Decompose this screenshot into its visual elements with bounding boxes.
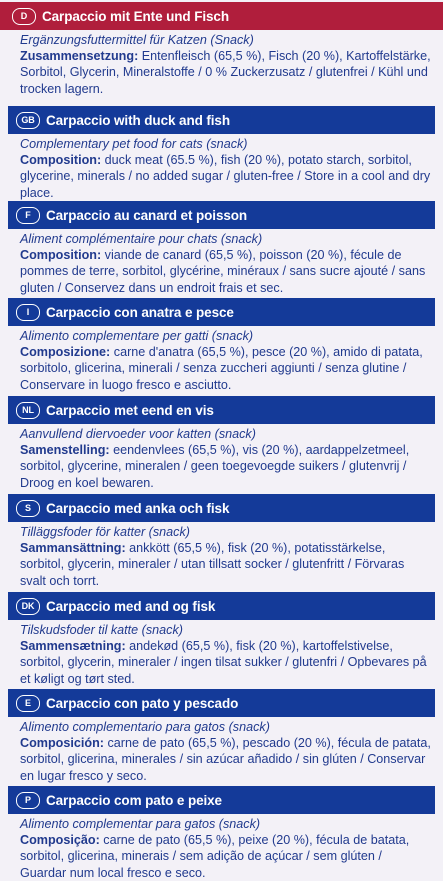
country-badge-es: E bbox=[16, 695, 40, 712]
country-badge-de: D bbox=[12, 8, 36, 25]
section-subtitle-se: Tilläggsfoder för katter (snack) bbox=[20, 525, 190, 539]
composition-de bbox=[20, 48, 431, 97]
section-subtitle-es: Alimento complementario para gatos (snack) bbox=[20, 720, 270, 734]
section-gb bbox=[0, 106, 443, 201]
section-subtitle-dk: Tilskudsfoder til katte (snack) bbox=[20, 623, 183, 637]
section-header-pt bbox=[8, 786, 435, 814]
section-subtitle-it: Alimento complementare per gatti (snack) bbox=[20, 329, 254, 343]
composition-label-es: Composición: bbox=[20, 736, 104, 751]
composition-se bbox=[20, 540, 431, 589]
composition-text-se: ankkött (65,5 %), fisk (20 %), potatisstärkelse, sorbitol, glycerin, mineraler / utan tillsatt socker / glutenfritt / Förvaras svalt och torrt. bbox=[20, 541, 405, 588]
country-badge-fr: F bbox=[16, 207, 40, 224]
section-body-gb bbox=[0, 134, 443, 201]
composition-text-dk: andekød (65,5 %), fisk (20 %), kartoffelstivelse, sorbitol, glycerin, mineraler / ingen tilsat sukker / glutenfri / Opbevares på et køligt og tørt sted. bbox=[20, 639, 427, 686]
section-header-se bbox=[8, 494, 435, 522]
composition-text-it: carne d'anatra (65,5 %), pesce (20 %), amido di patata, sorbitolo, glicerina, minerali / senza zuccheri aggiunti / senza glutine / Conservare in luogo fresco e asciutto. bbox=[20, 345, 423, 392]
composition-text-de: Entenfleisch (65,5 %), Fisch (20 %), Kartoffelstärke, Sorbitol, Glycerin, Mineralstoffe / 0 % Zuckerzusatz / glutenfrei / Kühl und trocken lagern. bbox=[20, 49, 431, 96]
section-se bbox=[0, 494, 443, 589]
section-title-dk: Carpaccio med and og fisk bbox=[46, 598, 216, 614]
section-it bbox=[0, 298, 443, 393]
section-header-de bbox=[0, 2, 443, 30]
section-title-it: Carpaccio con anatra e pesce bbox=[46, 304, 234, 320]
section-subtitle-de: Ergänzungsfuttermittel für Katzen (Snack) bbox=[20, 33, 254, 47]
section-subtitle-pt: Alimento complementar para gatos (snack) bbox=[20, 817, 261, 831]
composition-fr bbox=[20, 247, 431, 296]
section-de bbox=[0, 2, 443, 97]
section-title-fr: Carpaccio au canard et poisson bbox=[46, 207, 248, 223]
section-header-it bbox=[8, 298, 435, 326]
composition-label-fr: Composition: bbox=[20, 248, 102, 263]
country-badge-nl: NL bbox=[16, 402, 40, 419]
section-body-fr bbox=[0, 229, 443, 296]
composition-text-fr: viande de canard (65,5 %), poisson (20 %), fécule de pommes de terre, sorbitol, glycérine, minéraux / sans sucre ajouté / sans gluten / Conservez dans un endroit frais et sec. bbox=[20, 248, 426, 295]
country-badge-it: I bbox=[16, 304, 40, 321]
section-body-dk bbox=[0, 620, 443, 687]
country-badge-pt: P bbox=[16, 792, 40, 809]
composition-label-se: Sammansättning: bbox=[20, 541, 126, 556]
composition-dk bbox=[20, 638, 431, 687]
composition-label-dk: Sammensætning: bbox=[20, 639, 126, 654]
section-header-nl bbox=[8, 396, 435, 424]
section-es bbox=[0, 689, 443, 784]
composition-it bbox=[20, 344, 431, 393]
section-subtitle-nl: Aanvullend diervoeder voor katten (snack) bbox=[20, 427, 256, 441]
section-header-gb bbox=[8, 106, 435, 134]
section-title-es: Carpaccio con pato y pescado bbox=[46, 695, 239, 711]
section-body-de bbox=[0, 30, 443, 97]
section-title-nl: Carpaccio met eend en vis bbox=[46, 402, 214, 418]
composition-text-pt: carne de pato (65,5 %), peixe (20 %), fécula de batata, sorbitol, glicerina, minerais / sem adição de açúcar / sem glúten / Guardar num local fresco e seco. bbox=[20, 833, 410, 880]
section-header-fr bbox=[8, 201, 435, 229]
composition-label-it: Composizione: bbox=[20, 345, 111, 360]
section-title-se: Carpaccio med anka och fisk bbox=[46, 500, 230, 516]
section-title-gb: Carpaccio with duck and fish bbox=[46, 112, 230, 128]
country-badge-se: S bbox=[16, 500, 40, 517]
composition-label-pt: Composição: bbox=[20, 833, 100, 848]
section-title-pt: Carpaccio com pato e peixe bbox=[46, 792, 222, 808]
section-pt bbox=[0, 786, 443, 881]
section-nl bbox=[0, 396, 443, 491]
country-badge-gb: GB bbox=[16, 112, 40, 129]
section-header-es bbox=[8, 689, 435, 717]
section-title-de: Carpaccio mit Ente und Fisch bbox=[42, 8, 229, 24]
section-body-es bbox=[0, 717, 443, 784]
section-dk bbox=[0, 592, 443, 687]
section-body-pt bbox=[0, 814, 443, 881]
country-badge-dk: DK bbox=[16, 598, 40, 615]
section-header-dk bbox=[8, 592, 435, 620]
composition-gb bbox=[20, 152, 431, 201]
composition-label-nl: Samenstelling: bbox=[20, 443, 110, 458]
composition-label-de: Zusammensetzung: bbox=[20, 49, 139, 64]
section-body-it bbox=[0, 326, 443, 393]
composition-text-gb: duck meat (65.5 %), fish (20 %), potato starch, sorbitol, glycerine, minerals / no added sugar / gluten-free / Store in a cool and dry place. bbox=[20, 153, 431, 200]
composition-nl bbox=[20, 442, 431, 491]
composition-label-gb: Composition: bbox=[20, 153, 102, 168]
composition-es bbox=[20, 735, 431, 784]
composition-text-nl: eendenvlees (65,5 %), vis (20 %), aardappelzetmeel, sorbitol, glycerine, mineralen / geen toegevoegde suikers / glutenvrij / Droog en koel bewaren. bbox=[20, 443, 410, 490]
section-subtitle-fr: Aliment complémentaire pour chats (snack) bbox=[20, 232, 263, 246]
section-subtitle-gb: Complementary pet food for cats (snack) bbox=[20, 137, 248, 151]
composition-text-es: carne de pato (65,5 %), pescado (20 %), fécula de patata, sorbitol, glicerina, minerales / sin azúcar añadido / sin glúten / Conservar en lugar fresco y seco. bbox=[20, 736, 431, 783]
section-body-nl bbox=[0, 424, 443, 491]
composition-pt bbox=[20, 832, 431, 881]
section-body-se bbox=[0, 522, 443, 589]
section-fr bbox=[0, 201, 443, 296]
